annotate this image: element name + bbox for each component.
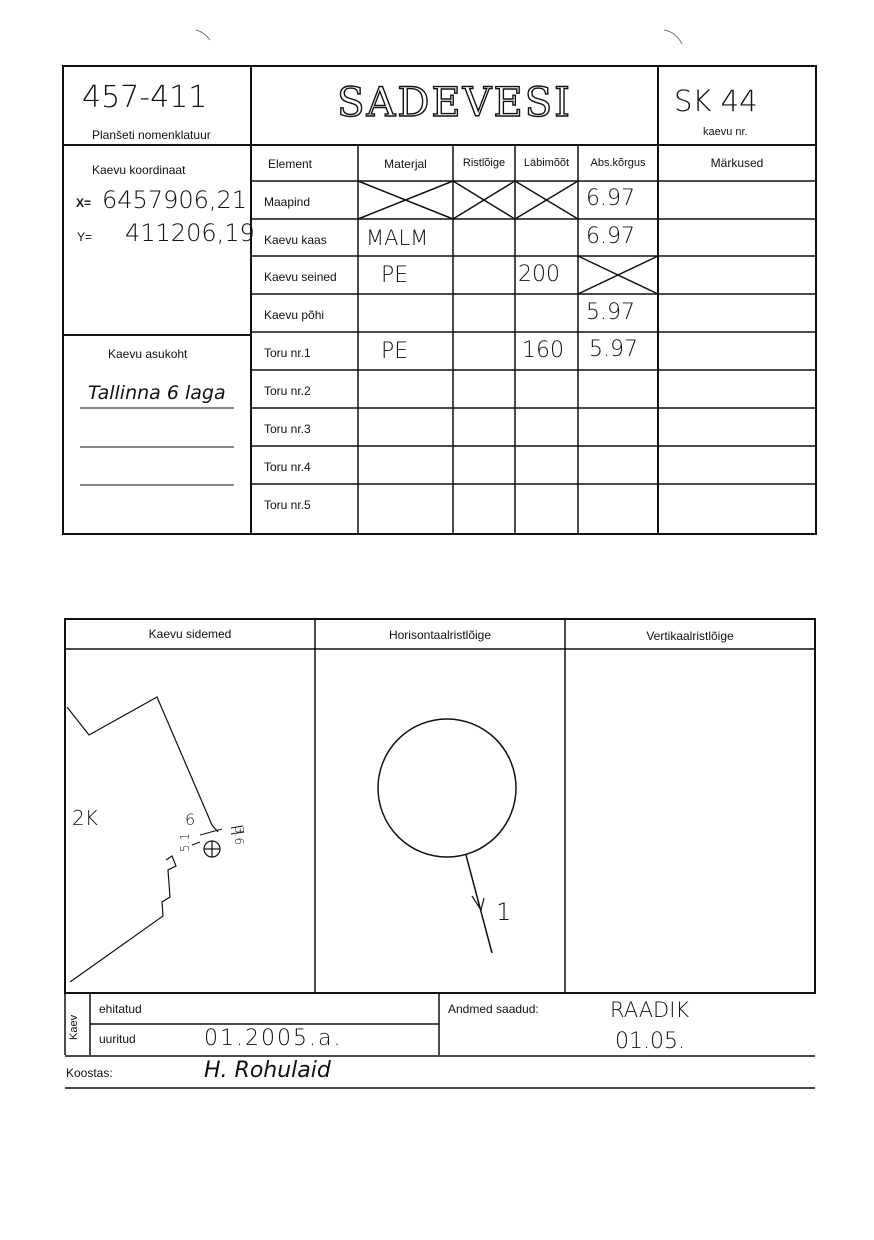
x-coordinate-value: 6457906,21 [102, 186, 248, 214]
location-label: Kaevu asukoht [108, 347, 188, 361]
y-label: Y= [77, 230, 93, 244]
well-number-label: kaevu nr. [703, 126, 748, 138]
nomenclature-label: Planšeti nomenklatuur [92, 128, 211, 142]
inspected-label: uuritud [99, 1032, 136, 1046]
header-well-connections: Kaevu sidemed [148, 627, 232, 641]
row-label: Kaevu kaas [264, 233, 327, 247]
nomenclature-value: 457-411 [82, 80, 208, 115]
location-value: Tallinna 6 laga [88, 382, 226, 404]
form-title: SADEVESI [337, 80, 572, 126]
cell-abs-height: 5.97 [589, 337, 638, 362]
cell-material: PE [381, 263, 409, 288]
well-side-label: Kaev [68, 1014, 80, 1040]
well-number-value: SK 44 [674, 84, 758, 118]
row-label: Kaevu põhi [264, 308, 325, 322]
cell-diameter: 160 [522, 338, 564, 363]
row-label: Toru nr.1 [264, 346, 311, 360]
col-header-element: Element [267, 157, 313, 171]
row-label: Toru nr.2 [264, 384, 311, 398]
dimension-right: 3.6 [232, 826, 246, 846]
building-label: 2K [72, 806, 98, 830]
x-label: X= [76, 196, 92, 210]
data-source-value: RAADIK [610, 998, 690, 1022]
header-horizontal-section: Horisontaalristlõige [388, 628, 492, 642]
row-label: Toru nr.3 [264, 422, 311, 436]
data-source-label: Andmed saadud: [448, 1002, 539, 1016]
data-source-date: 01.05. [615, 1029, 685, 1054]
cell-material: PE [381, 339, 409, 364]
cell-diameter: 200 [518, 262, 560, 287]
row-label: Maapind [264, 195, 311, 209]
col-header-diameter: Läbimõõt [523, 157, 570, 169]
cell-abs-height: 5.97 [586, 300, 635, 325]
y-coordinate-value: 411206,19 [125, 219, 255, 247]
row-label: Toru nr.4 [264, 460, 311, 474]
cell-abs-height: 6.97 [586, 186, 635, 211]
pipe-number-label: 1 [496, 898, 512, 926]
col-header-notes: Märkused [710, 156, 764, 170]
dimension-top: 6 [185, 810, 196, 829]
cell-abs-height: 6.97 [586, 224, 635, 249]
coordinates-label: Kaevu koordinaat [92, 163, 186, 177]
cell-material: MALM [366, 226, 429, 250]
col-header-cross-section: Ristlõige [462, 157, 506, 169]
row-label: Toru nr.5 [264, 498, 311, 512]
author-value: H. Rohulaid [204, 1058, 331, 1083]
header-vertical-section: Vertikaalristlõige [646, 629, 734, 643]
col-header-abs-height: Abs.kõrgus [590, 157, 646, 169]
built-label: ehitatud [99, 1002, 142, 1016]
dimension-left: 5.1 [178, 832, 192, 852]
author-label: Koostas: [66, 1066, 113, 1080]
row-label: Kaevu seined [264, 270, 337, 284]
col-header-material: Materjal [384, 157, 427, 171]
inspected-value: 01.2005.a. [204, 1026, 343, 1051]
